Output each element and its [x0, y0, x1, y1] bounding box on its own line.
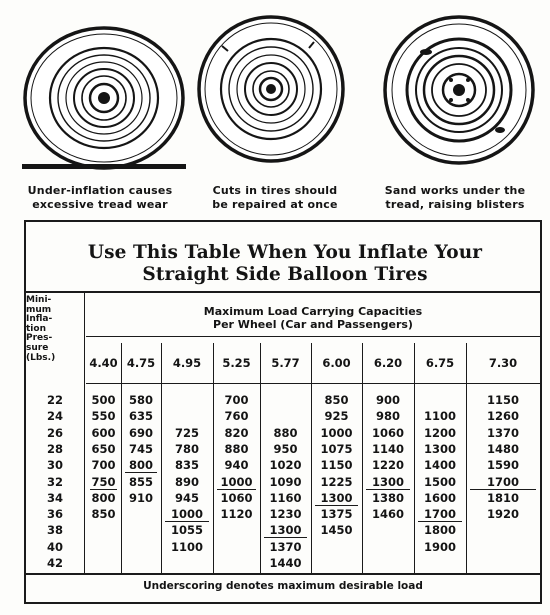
load-value-cell: 1225 — [320, 474, 353, 489]
load-value-cell: 1300 — [366, 475, 410, 490]
load-value-cell: 750 — [91, 474, 116, 489]
load-value-cell: 1160 — [269, 490, 302, 505]
heading-rule — [86, 336, 540, 337]
load-value-cell: 1060 — [371, 425, 404, 440]
table-title-line2: Straight Side Balloon Tires — [142, 264, 428, 285]
pressure-value: 30 — [46, 458, 63, 473]
load-value-cell: 940 — [224, 458, 249, 473]
load-value-cell: 1300 — [315, 491, 358, 506]
load-value-cell: 600 — [91, 425, 116, 440]
load-value-cell: 850 — [91, 507, 116, 522]
pressure-value: 38 — [46, 523, 63, 538]
pressure-value: 24 — [46, 409, 63, 424]
column-divider — [414, 343, 415, 573]
load-value-cell: 550 — [91, 409, 116, 424]
load-value-cell: 1450 — [320, 523, 353, 538]
load-value-cell: 1440 — [269, 556, 302, 570]
load-value-cell: 700 — [224, 393, 249, 407]
footnote-rule — [26, 573, 540, 575]
load-value-cell: 1020 — [269, 458, 302, 473]
load-value-cell: 945 — [174, 490, 199, 505]
load-value-cell: 1140 — [371, 441, 404, 456]
load-value-cell: 900 — [375, 393, 400, 407]
load-value-cell: 780 — [174, 441, 199, 456]
column-divider — [466, 343, 467, 573]
load-value-cell: 880 — [273, 425, 298, 440]
pressure-value: 42 — [46, 556, 63, 570]
load-value-cell: 1600 — [423, 490, 456, 505]
load-value-cell: 725 — [174, 425, 199, 440]
load-value-cell: 700 — [91, 458, 116, 473]
load-value-cell: 820 — [224, 425, 249, 440]
pressure-value: 28 — [46, 441, 63, 456]
pressure-value: 32 — [46, 474, 63, 489]
load-value-cell: 880 — [224, 441, 249, 456]
cut-tire-illustration — [194, 12, 348, 166]
load-value-cell: 690 — [128, 425, 153, 440]
tire-size-header: 4.40 — [89, 356, 118, 370]
load-value-cell: 500 — [91, 393, 116, 407]
load-value-cell: 1500 — [423, 474, 456, 489]
load-value-cell: 835 — [174, 458, 199, 473]
column-divider — [362, 343, 363, 573]
sand-blister-tire-illustration — [380, 12, 538, 168]
load-value-cell: 1060 — [220, 490, 253, 505]
caption-sand: Sand works under the tread, raising blisters — [384, 184, 526, 211]
load-value-cell: 910 — [128, 490, 153, 505]
load-value-cell: 1150 — [320, 458, 353, 473]
load-value-cell: 635 — [128, 409, 153, 424]
title-rule — [26, 291, 540, 293]
table-footnote: Underscoring denotes maximum desirable load — [143, 580, 423, 592]
column-divider — [260, 343, 261, 573]
load-value-cell: 1800 — [423, 523, 456, 538]
tire-size-header: 4.75 — [126, 356, 156, 370]
load-value-cell: 980 — [375, 409, 400, 424]
pressure-value: 22 — [46, 393, 63, 407]
tire-size-header: 6.75 — [425, 356, 455, 370]
caption-underinflation: Under-inflation causes excessive tread wear — [27, 184, 173, 211]
load-value-cell: 1375 — [320, 507, 353, 522]
load-value-cell: 1810 — [486, 490, 519, 505]
load-value-cell: 1400 — [423, 458, 456, 473]
tire-size-header: 7.30 — [488, 356, 518, 370]
load-value-cell: 1120 — [220, 507, 253, 522]
load-value-cell: 1700 — [470, 475, 536, 490]
stub-divider — [84, 293, 85, 573]
load-value-cell: 1230 — [269, 507, 302, 522]
load-value-cell: 1460 — [371, 507, 404, 522]
load-value-cell: 1480 — [486, 441, 519, 456]
size-header-rule — [86, 383, 540, 384]
load-value-cell: 1590 — [486, 458, 519, 473]
column-divider — [213, 343, 214, 573]
pressure-value: 40 — [46, 539, 63, 554]
column-divider — [121, 343, 122, 573]
load-value-cell: 1900 — [423, 539, 456, 554]
underinflated-tire-illustration — [18, 14, 190, 174]
load-value-cell: 850 — [324, 393, 349, 407]
load-value-cell: 890 — [174, 474, 199, 489]
load-value-cell: 745 — [128, 441, 153, 456]
load-value-cell: 1700 — [418, 507, 462, 522]
column-divider — [161, 343, 162, 573]
load-value-cell: 580 — [128, 393, 153, 407]
load-value-cell: 1920 — [486, 507, 519, 522]
load-value-cell: 1100 — [423, 409, 456, 424]
load-value-cell: 1200 — [423, 425, 456, 440]
load-value-cell: 1370 — [486, 425, 519, 440]
pressure-value: 36 — [46, 507, 63, 522]
pressure-value: 26 — [46, 425, 63, 440]
load-value-cell: 1260 — [486, 409, 519, 424]
pressure-stub-header: Mini- mum Infla- tion Pres- sure (Lbs.) — [26, 295, 56, 363]
tire-size-header: 5.25 — [222, 356, 251, 370]
load-value-cell: 1380 — [371, 490, 404, 505]
load-value-cell: 1000 — [320, 425, 353, 440]
table-title-line1: Use This Table When You Inflate Your — [87, 242, 483, 263]
load-value-cell: 1090 — [269, 474, 302, 489]
load-value-cell: 1100 — [170, 539, 203, 554]
load-value-cell: 1000 — [217, 475, 256, 490]
load-value-cell: 1220 — [371, 458, 404, 473]
load-value-cell: 1300 — [264, 523, 307, 538]
load-value-cell: 760 — [224, 409, 249, 424]
table-heading-line1: Maximum Load Carrying Capacities — [203, 305, 423, 318]
tire-size-header: 6.00 — [322, 356, 351, 370]
load-value-cell: 1150 — [486, 393, 519, 407]
tire-size-header: 4.95 — [172, 356, 202, 370]
load-value-cell: 1075 — [320, 441, 353, 456]
load-value-cell: 800 — [125, 458, 157, 473]
load-value-cell: 1370 — [269, 539, 302, 554]
table-heading-line2: Per Wheel (Car and Passengers) — [213, 318, 413, 331]
load-value-cell: 650 — [91, 441, 116, 456]
load-value-cell: 1055 — [170, 523, 203, 538]
load-value-cell: 1300 — [423, 441, 456, 456]
tire-size-header: 5.77 — [271, 356, 300, 370]
tire-size-header: 6.20 — [373, 356, 403, 370]
load-value-cell: 1000 — [165, 507, 209, 522]
column-divider — [311, 343, 312, 573]
load-value-cell: 950 — [273, 441, 298, 456]
load-value-cell: 925 — [324, 409, 349, 424]
pressure-value: 34 — [46, 490, 63, 505]
load-value-cell: 855 — [128, 474, 153, 489]
caption-cuts: Cuts in tires should be repaired at once — [212, 184, 338, 211]
load-value-cell: 800 — [91, 490, 116, 505]
